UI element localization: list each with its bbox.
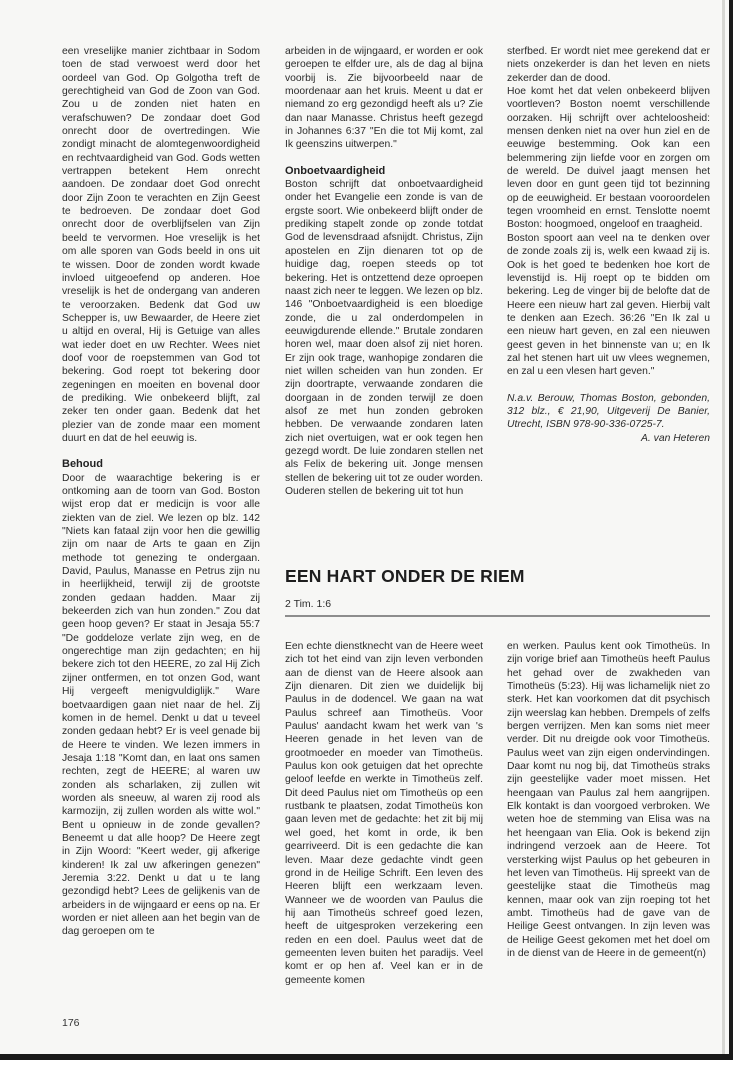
column-1-body: Door de waarachtige bekering is er ontkoming aan de toorn van God. Boston wijst erop dat er medicijn is voor alle ziekten van de ziel. We lezen op blz. 142 "Niets kan fataal zijn voor hen die gewillig zijn om naar de Arts te gaan en Zijn methode tot genezing te ondergaan. David, Paulus, Manasse en Petrus zijn nu in heerlijkheid, terwijl zij de grootste zonden gedaan hadden. Maar zij bekeerden zich van hun zonden." Zou dat geen hoop geven? Er staat in Jesaja 55:7 "De goddeloze verlate zijn weg, en de ongerechtige man zijn gedachten; en hij bekere zich tot den HEERE, zo zal Hij Zich zijner ontfermen, en tot onzen God, want Hij vergeeft menigvuldiglijk." Ware boetvaardigen gaan niet naar de hel. Zij komen in de hemel. Denkt u dat u teveel zonden gedaan hebt? Er is veel genade bij de Heere te vinden. We lezen immers in Jesaja 1:18 "Komt dan, en laat ons samen rechten, zegt de HEERE; al waren uw zonden als scharlaken, zij zullen wit worden als sneeuw, al waren zij rood als karmozijn, zij zullen worden als witte wol." Bent u opnieuw in de zonde gevallen? Beneemt u dat alle hoop? De Heere zegt in Zijn Woord: "Keert weder, gij afkerige kinderen! Ik zal uw afkeringen genezen" Jeremia 3:22. Denkt u dat u te lang gezondigd hebt? Lees de gelijkenis van de arbeiders in de wijngaard er eens op na. Er worden er niet alleen aan het begin van de dag geroepen om te [62,472,260,938]
title-divider [285,615,710,617]
column-1-intro: een vreselijke manier zichtbaar in Sodom toen de stad verwoest werd door het oordeel van God. Op Golgotha treft de gerechtigheid van God de Zoon van God. Zou u de zonden niet haten en verafschuwen? De zondaar doet God onrecht door de overtredingen. Wie zondigt minacht de alomtegenwoordigheid en rechtvaardigheid van God. Gods wetten vertrappen betekent Hem onrecht aandoen. De zondaar doet God onrecht door Zijn Zoon te verachten en Zijn Geest te bedroeven. De zondaar doet God onrecht door de overblijfselen van Zijn beeld te vervormen. Hoe vreselijk is het om alle sporen van Gods beeld in ons uit te wissen. Door de zonden wordt kwade invloed uitgeoefend op anderen. Hoe vreselijk is het de ondergang van anderen te veroorzaken. Bedenk dat God uw Schepper is, uw Bewaarder, de Heere ziet u altijd en overal, Hij is Getuige van alles wat ieder doet en uw Rechter. Wees niet doof voor de roepstemmen van God tot bekering. God roept tot bekering door zegeningen en moeiten en bovenal door de prediking. Wie onbekeerd blijft, zal zeker ten onder gaan. Bedenk dat het plezier van de zonde maar een moment duurt en dat de hel eeuwig is. [62,46,260,444]
column-3-paragraph-3: Boston spoort aan veel na te denken over de zonde zoals zij is, welk een kwaad zij is. Ook is het goed te bedenken hoe kort de levenstijd is. Hij roept op te bidden om bekering. Leg de vinger bij de belofte dat de Heere een nieuw hart zal geven. Hierbij valt te denken aan Ezech. 36:26 "En Ik zal u een nieuw hart geven, en zal een nieuwen geest geven in het binnenste van u; en Ik zal het stenen hart uit uw vlees wegnemen, en zal u een vlesen hart geven." [507,232,710,378]
article-2-left-text: Een echte dienstknecht van de Heere weet zich tot het eind van zijn leven verbonden aan de dienst van de Heere alsook aan Zijn dienaren. Dit zien we duidelijk bij Paulus in de dodencel. We gaan na wat Paulus schreef aan Timotheüs. Voor Paulus' aandacht kwam het werk van 's Heeren genade in het leven van de grootmoeder en moeder van Timotheüs. Paulus kon ook getuigen dat het oprechte geloof leefde en werkte in Timotheüs zelf. Dit deed Paulus niet om Timotheüs op een rustbank te plaatsen, zodat Timotheüs kon gaan leven met de gedachte: het zit bij mij wel goed, het komt in orde, ik ben gearriveerd. Dit is een gedachte die kan leven. Maar deze gedachte vindt geen grond in de Heilige Schrift. Een leven des Heeren blijft een werkzaam leven. Wanneer we de woorden van Paulus die hij aan Timotheüs schreef goed lezen, heeft de uitgesproken verzekering een reden en een doel. Paulus weet dat de gemeenten leven buiten het paradijs. Veel komt er op hen af. Veel kan er in de gemeente komen [285,641,483,986]
column-3-paragraph-1: sterfbed. Er wordt niet mee gerekend dat er niets onzekerder is dan het leven en niets zekerder dan de dood. [507,46,710,84]
article-2-left-column [285,640,483,987]
column-2-body: Boston schrijft dat onboetvaardigheid onder het Evangelie een zonde is van de ergste soort. Wie onbekeerd blijft onder de prediking stapelt zonde op zonde totdat God de levensdraad afsnijdt. Christus, Zijn apostelen en Zijn dienaren tot op de huidige dag, roepen steeds op tot bekering. Het is ontzettend deze oproepen naast zich neer te leggen. We lezen op blz. 146 "Onboetvaardigheid is een bloedige zonde, die u zal onderdompelen in eeuwigdurende ellende." Brutale zondaren horen wel, maar doen alsof zij niet horen. Er zijn ook trage, wanhopige zondaren die niet willen scheiden van hun zonden. Er zijn doortrapte, verwaande zondaren die doorgaan in de zonden terwijl ze doen alsof ze met hun zonden gebroken hebben. De verwaande zondaren laten zich niet overtuigen, wat er ook tegen hen gezegd wordt. De luie zondaren stellen net als Felix de bekering uit. Jonge mensen stellen de bekering uit tot ze ouder worden. Ouderen stellen de bekering uit tot hun [285,179,483,497]
page-edge-shadow [722,0,725,1054]
article-author: A. van Heteren [641,432,710,444]
section-heading-onboetvaardigheid: Onboetvaardigheid [285,164,386,177]
column-3 [507,45,710,445]
column-2-intro: arbeiden in de wijngaard, er worden er ook geroepen te elfder ure, als de dag al bijna voorbij is. Zie bijvoorbeeld naar de moordenaar aan het kruis. Meent u dat er niemand zo erg gezondigd heeft als u? Zie dan naar Manasse. Christus heeft gezegd in Johannes 6:37 "En die tot Mij komt, zal Ik geenszins uitwerpen." [285,46,483,151]
article-2-bible-reference: 2 Tim. 1:6 [285,598,332,610]
article-2-right-text: en werken. Paulus kent ook Timotheüs. In zijn vorige brief aan Timotheüs heeft Paulus het gehad over de zwakheden van Timotheüs (5:23). Hij was lichamelijk niet zo sterk. Het kan voorkomen dat dit psychisch zijn weerslag kan hebben. Drempels of zelfs bergen verrijzen. Men kan soms niet meer verder. Dit nu dreigde ook voor Timotheüs. Paulus weet van zijn eigen ondervindingen. Daar komt nu nog bij, dat Timotheüs straks zijn geestelijke vader moet missen. Het heengaan van Paulus zal hem aangrijpen. Elk kontakt is dan voorgoed verbroken. We weten hoe de stemming van Elisa was na het heengaan van Elia. Ook is bekend zijn indringend verzoek aan de Heere. Tot versterking wijst Paulus op het gebeuren in het leven van Timotheüs. Hij spreekt van de geestelijke staat die Timotheüs mag kennen, maar ook van zijn roeping tot het ambt. Timotheüs had de gave van de Heilige Geest ontvangen. In zijn leven was de Heilige Geest gekomen met het doel om in de dienst van de Heere in de gemeent(n) [507,641,710,959]
column-1 [62,45,260,939]
page-number: 176 [62,1017,80,1029]
section-heading-behoud: Behoud [62,458,103,471]
book-citation: N.a.v. Berouw, Thomas Boston, gebonden, 312 blz., € 21,90, Uitgeverij De Banier, Utrecht, ISBN 978-90-336-0725-7. [507,392,710,431]
column-3-paragraph-2: Hoe komt het dat velen onbekeerd blijven voortleven? Boston noemt verschillende oorzaken. Hij schrijft over achteloosheid: mensen denken niet na over hun ziel en de eeuwige bestemming. Ook kan een belemmering zijn liefde voor en zorgen om de wereld. De duivel jaagt mensen het leven door en gunt geen tijd tot bezinning op de eeuwigheid. Er bestaan vooroordelen tegen vroomheid en ernst. Tenslotte noemt Boston: hoogmoed, ongeloof en traagheid. [507,86,710,231]
article-2-title: EEN HART ONDER DE RIEM [285,566,525,586]
column-2 [285,45,483,498]
article-2-right-column [507,640,710,960]
